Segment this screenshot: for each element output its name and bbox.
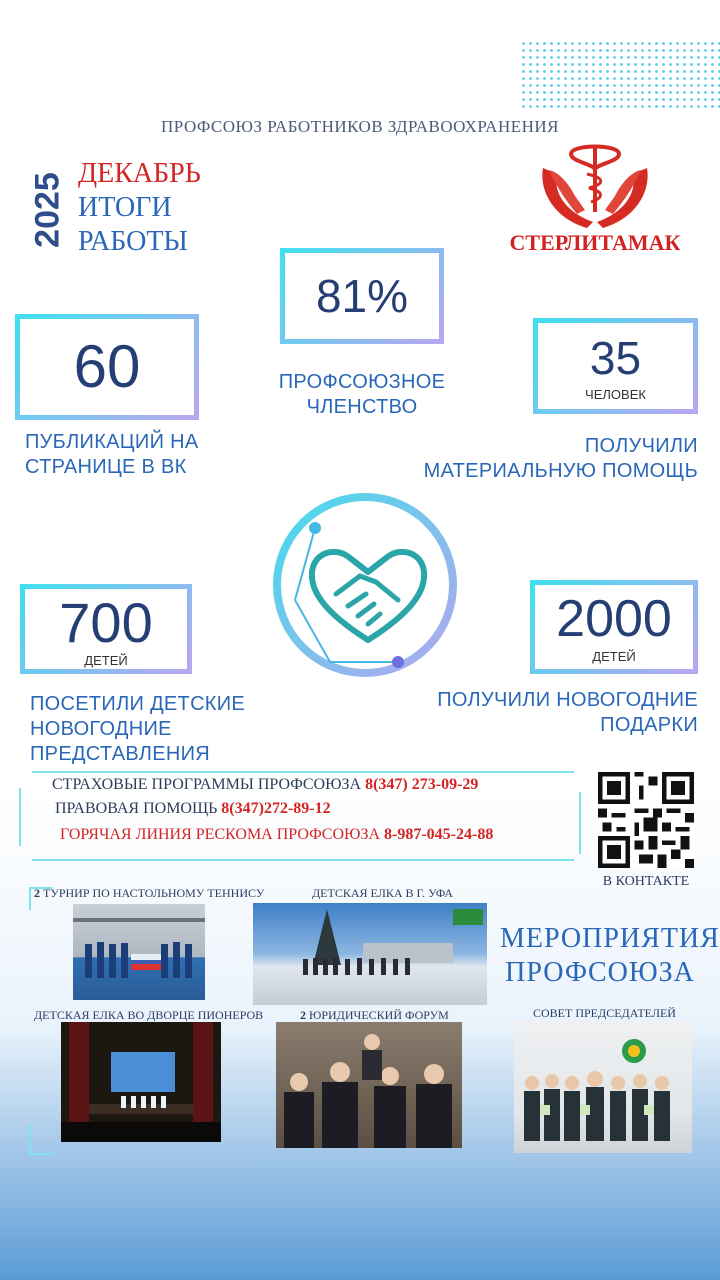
stat-value-gifts: 2000 [556,590,672,648]
stat-unit-gifts: ДЕТЕЙ [592,649,636,664]
photo-council[interactable] [514,1021,692,1153]
event-title-ufa: ДЕТСКАЯ ЕЛКА В Г. УФА [312,886,454,900]
corner-decor-bottom [26,1120,56,1160]
qr-code[interactable] [598,772,694,868]
handshake-heart-icon [250,490,480,680]
stat-box-shows [20,584,192,674]
city-name: СТЕРЛИТАМАК [509,230,681,255]
phone-legal[interactable]: 8(347)272-89-12 [221,800,331,817]
photo-forum[interactable] [276,1022,462,1148]
event-title-palace: ДЕТСКАЯ ЕЛКА ВО ДВОРЦЕ ПИОНЕРОВ [34,1008,264,1022]
stat-label-posts: ПУБЛИКАЦИЙ НА СТРАНИЦЕ В ВК [25,431,199,478]
decor-dots [520,40,720,110]
contact-hotline: ГОРЯЧАЯ ЛИНИЯ РЕСКОМА ПРОФСОЮЗА 8-987-045-24-88 [60,826,494,843]
org-title: ПРОФСОЮЗ РАБОТНИКОВ ЗДРАВООХРАНЕНИЯ [161,117,559,136]
stat-label-gifts: ПОЛУЧИЛИ НОВОГОДНИЕ ПОДАРКИ [437,689,698,736]
stat-value-aid: 35 [589,332,642,384]
events-heading: МЕРОПРИЯТИЯ ПРОФСОЮЗА [500,923,720,988]
event-title-tennis: 2 ТУРНИР ПО НАСТОЛЬНОМУ ТЕННИСУ [34,886,265,900]
stat-value-posts: 60 [73,333,141,400]
stat-box-membership [280,248,444,344]
stat-box-gifts [530,580,698,674]
stat-label-aid: ПОЛУЧИЛИ МАТЕРИАЛЬНУЮ ПОМОЩЬ [423,435,698,482]
contact-insurance: СТРАХОВЫЕ ПРОГРАММЫ ПРОФСОЮЗА 8(347) 273-09-29 [52,776,479,793]
qr-caption: В КОНТАКТЕ [602,874,690,889]
contact-legal: ПРАВОВАЯ ПОМОЩЬ 8(347)272-89-12 [55,800,331,817]
title-line3: РАБОТЫ [78,226,188,257]
stat-unit-aid: ЧЕЛОВЕК [585,387,646,402]
stat-value-membership: 81% [315,270,409,322]
photo-palace[interactable] [61,1022,221,1142]
title-line2: ИТОГИ [78,192,172,223]
phone-hotline[interactable]: 8-987-045-24-88 [384,826,494,843]
phone-insurance[interactable]: 8(347) 273-09-29 [365,776,479,793]
event-title-council: СОВЕТ ПРЕДСЕДАТЕЛЕЙ [533,1006,676,1020]
stat-label-shows: ПОСЕТИЛИ ДЕТСКИЕ НОВОГОДНИЕ ПРЕДСТАВЛЕНИЯ [30,693,246,765]
stat-box-aid [533,318,698,414]
photo-tennis[interactable] [73,904,205,1000]
year-vertical: 2025 [28,172,67,248]
title-month: ДЕКАБРЬ [78,158,201,189]
stat-box-posts [15,314,199,420]
stat-value-shows: 700 [59,591,153,654]
stat-unit-shows: ДЕТЕЙ [84,653,128,668]
event-title-forum: 2 ЮРИДИЧЕСКИЙ ФОРУМ [300,1008,449,1022]
photo-ufa[interactable] [253,903,487,1005]
stat-label-membership: ПРОФСОЮЗНОЕ ЧЛЕНСТВО [278,371,446,418]
union-logo-icon [535,140,655,232]
